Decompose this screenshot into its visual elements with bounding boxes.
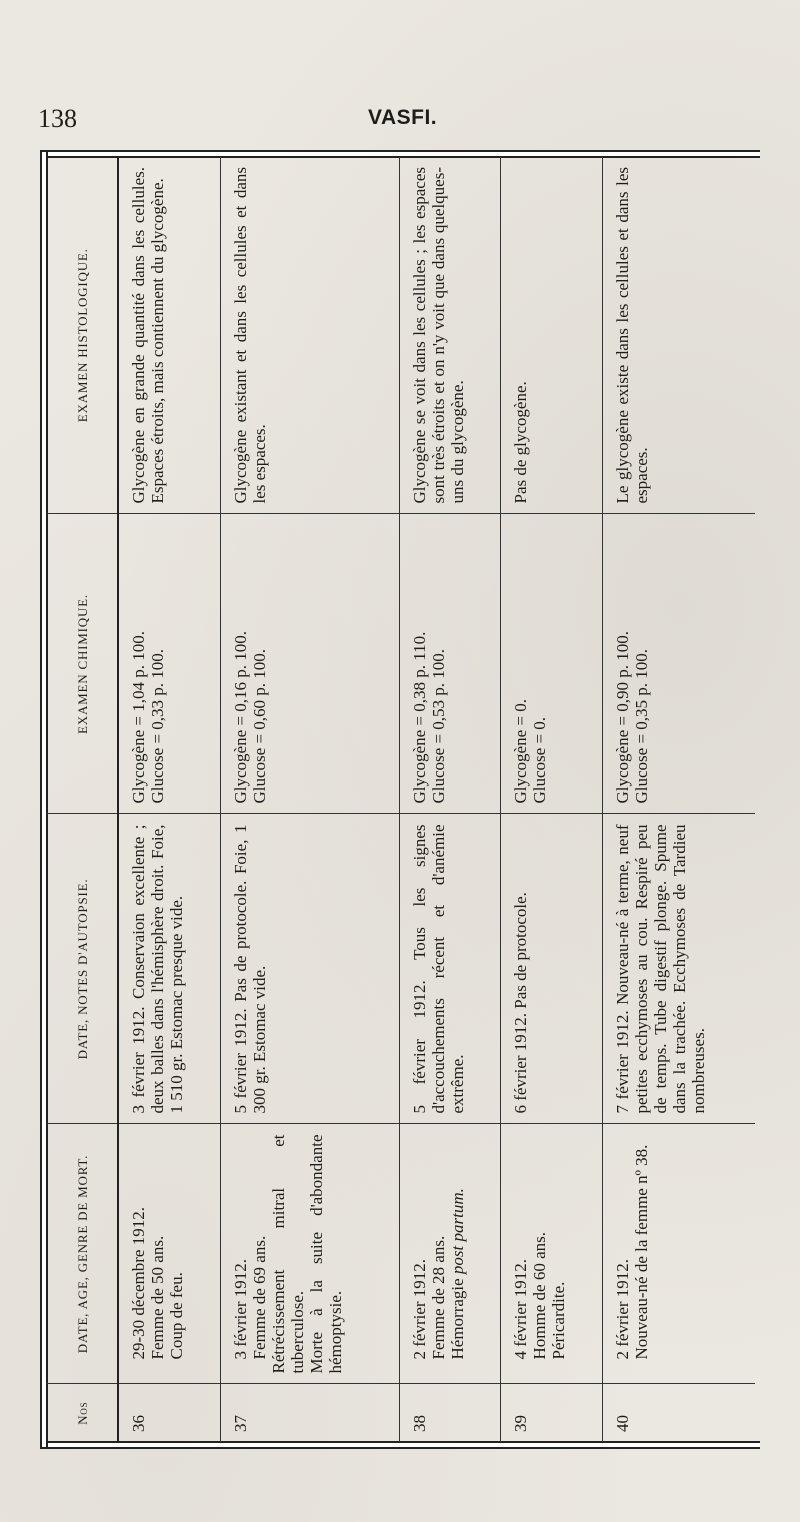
row-number: 40 <box>602 1384 755 1442</box>
date-line: 2 février 1912. <box>612 1258 632 1360</box>
notes-cell: 7 février 1912. Nouveau-né à terme, neuf petites ecchymoses au cou. Respiré peu de temps. Tube digestif plonge. Spume dans la trachée. Ecchymoses de Tardieu nombreuses. <box>602 814 755 1124</box>
chem-line: Glycogène = 0. <box>511 699 531 804</box>
chem-line: Glycogène = 0,16 p. 100. <box>230 631 250 804</box>
table-row <box>118 157 220 1442</box>
table-row <box>400 157 501 1442</box>
chem-cell <box>400 514 501 814</box>
date-line: 4 février 1912. <box>511 1258 531 1360</box>
chem-cell <box>602 514 755 814</box>
autopsy-table-frame <box>40 150 760 1449</box>
date-line: Morte à la suite d'abondante hémoptysie. <box>306 1134 345 1374</box>
histo-cell: Pas de glycogène. <box>501 157 602 514</box>
date-line: Rétrécissement mitral et tuberculose. <box>268 1134 307 1374</box>
date-line: Coup de feu. <box>167 1272 186 1360</box>
autopsy-table <box>47 157 755 1442</box>
notes-cell: 5 février 1912. Tous les signes d'accouchements récent et d'anémie extrême. <box>400 814 501 1124</box>
page-header <box>30 100 770 140</box>
chem-line: Glucose = 0,60 p. 100. <box>249 648 269 804</box>
chem-line: Glucose = 0. <box>530 716 550 804</box>
chem-cell <box>118 514 220 814</box>
date-line: 3 février 1912. <box>230 1258 250 1360</box>
histo-cell: Glycogène existant et dans les cellules et dans les espaces. <box>220 157 399 514</box>
chem-line: Glycogène = 0,90 p. 100. <box>612 631 632 804</box>
header-histo: EXAMEN HISTOLOGIQUE. <box>47 157 118 514</box>
date-cell <box>400 1124 501 1384</box>
rotated-table-container <box>47 157 755 1442</box>
row-number: 38 <box>400 1384 501 1442</box>
chem-line: Glucose = 0,35 p. 100. <box>631 648 651 804</box>
cause-text: Hémorragie <box>448 1278 467 1360</box>
notes-cell: 3 février 1912. Conservaion excellente ; deux balles dans l'hémisphère droit. Foie, 1 510 gr. Estomac presque vide. <box>118 814 220 1124</box>
date-line: Femme de 28 ans. <box>429 1235 448 1360</box>
histo-cell: Glycogène se voit dans les cellules ; les espaces sont très étroits et on n'y voit que dans quelques-uns du glycogène. <box>400 157 501 514</box>
notes-cell: 6 février 1912. Pas de protocole. <box>501 814 602 1124</box>
chem-line: Glycogène = 1,04 p. 100. <box>129 631 148 804</box>
date-line: Homme de 60 ans. <box>530 1232 550 1360</box>
notes-cell: 5 février 1912. Pas de protocole. Foie, 1 300 gr. Estomac vide. <box>220 814 399 1124</box>
date-line: 2 février 1912. <box>410 1258 429 1360</box>
date-cell <box>602 1124 755 1384</box>
date-line: Nouveau-né de la femme nº 38. <box>631 1144 651 1360</box>
table-row <box>602 157 755 1442</box>
row-number: 39 <box>501 1384 602 1442</box>
chem-line: Glycogène = 0,38 p. 110. <box>410 631 429 804</box>
row-number: 37 <box>220 1384 399 1442</box>
histo-cell: Glycogène en grande quantité dans les cellules. Espaces étroits, mais contiennent du glycogène. <box>118 157 220 514</box>
table-row <box>220 157 399 1442</box>
row-number: 36 <box>129 1415 148 1432</box>
page-number: 138 <box>38 104 77 133</box>
running-head: VASFI. <box>368 106 438 129</box>
date-line: Femme de 69 ans. <box>249 1235 269 1360</box>
chem-cell <box>220 514 399 814</box>
table-row <box>501 157 602 1442</box>
table-header-row <box>47 157 118 1442</box>
chem-line: Glucose = 0,33 p. 100. <box>148 648 167 804</box>
header-notes: DATE, NOTES D'AUTOPSIE. <box>47 814 118 1124</box>
date-line: 29-30 décembre 1912. <box>129 1207 148 1360</box>
date-cell <box>501 1124 602 1384</box>
header-chem: EXAMEN CHIMIQUE. <box>47 514 118 814</box>
date-line: Péricardite. <box>549 1281 569 1360</box>
cause-italic: post partum. <box>448 1188 467 1275</box>
date-line: Femme de 50 ans. <box>148 1235 167 1360</box>
date-cell <box>220 1124 399 1384</box>
header-no: Nos <box>47 1384 118 1442</box>
chem-line: Glucose = 0,53 p. 100. <box>429 648 448 804</box>
date-cell <box>118 1124 220 1384</box>
chem-cell <box>501 514 602 814</box>
header-date: DATE, AGE, GENRE DE MORT. <box>47 1124 118 1384</box>
histo-cell: Le glycogène existe dans les cellules et dans les espaces. <box>602 157 755 514</box>
date-line <box>448 1135 467 1374</box>
